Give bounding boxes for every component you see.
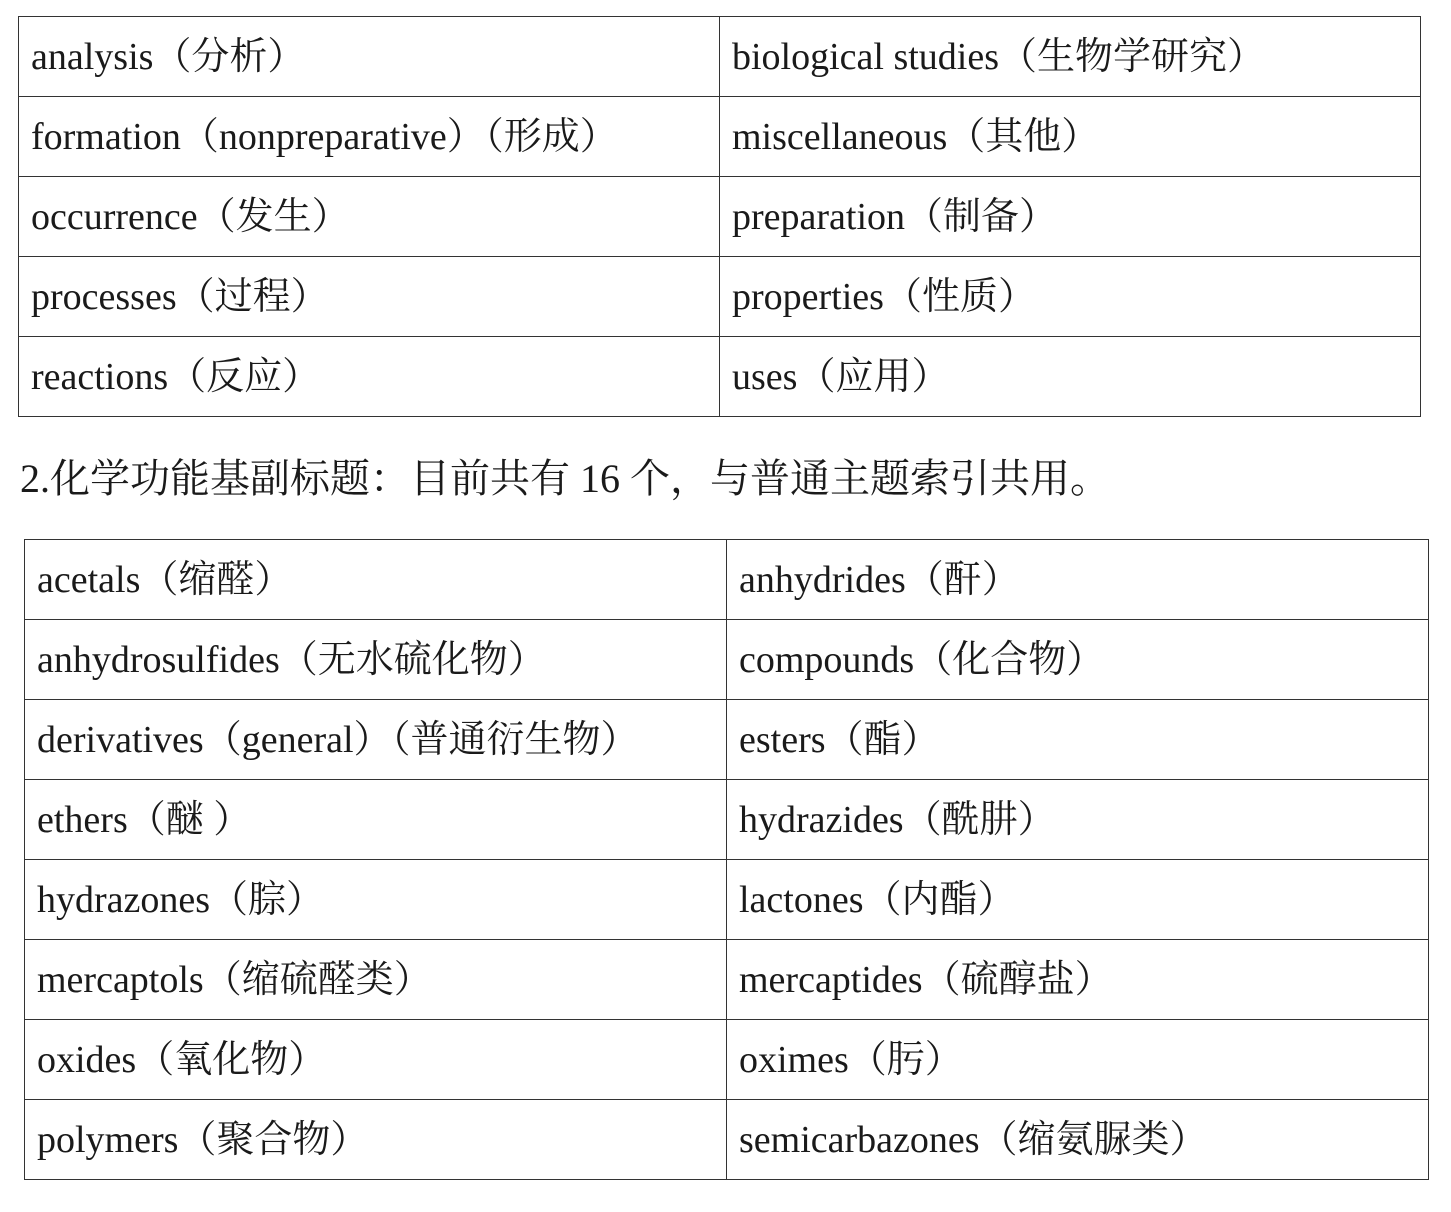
- table-cell: hydrazides（酰肼）: [727, 780, 1429, 860]
- table-row: [25, 700, 1429, 780]
- table-row: [19, 337, 1421, 417]
- table-cell: compounds（化合物）: [727, 620, 1429, 700]
- table-row: [25, 1020, 1429, 1100]
- table-row: [19, 177, 1421, 257]
- table-cell: preparation（制备）: [720, 177, 1421, 257]
- table-cell: occurrence（发生）: [19, 177, 720, 257]
- subheading-table-functional-groups: [24, 539, 1429, 1180]
- table-cell: lactones（内酯）: [727, 860, 1429, 940]
- table-cell: acetals（缩醛）: [25, 540, 727, 620]
- table-cell: properties（性质）: [720, 257, 1421, 337]
- table-cell: uses（应用）: [720, 337, 1421, 417]
- table-row: [25, 940, 1429, 1020]
- table-cell: anhydrosulfides（无水硫化物）: [25, 620, 727, 700]
- section-heading: 2.化学功能基副标题：目前共有 16 个，与普通主题索引共用。: [20, 456, 1110, 501]
- table-row: [25, 860, 1429, 940]
- table-row: [25, 1100, 1429, 1180]
- table-cell: derivatives（general）（普通衍生物）: [25, 700, 727, 780]
- table-cell: anhydrides（酐）: [727, 540, 1429, 620]
- table-cell: polymers（聚合物）: [25, 1100, 727, 1180]
- table-cell: formation（nonpreparative）（形成）: [19, 97, 720, 177]
- table-cell: analysis（分析）: [19, 17, 720, 97]
- table-cell: semicarbazones（缩氨脲类）: [727, 1100, 1429, 1180]
- table-cell: oxides（氧化物）: [25, 1020, 727, 1100]
- table-cell: biological studies（生物学研究）: [720, 17, 1421, 97]
- table-row: [25, 620, 1429, 700]
- table-cell: processes（过程）: [19, 257, 720, 337]
- table-row: [19, 257, 1421, 337]
- table-cell: reactions（反应）: [19, 337, 720, 417]
- table-cell: miscellaneous（其他）: [720, 97, 1421, 177]
- table-row: [19, 17, 1421, 97]
- table-cell: esters（酯）: [727, 700, 1429, 780]
- table-cell: oximes（肟）: [727, 1020, 1429, 1100]
- table-row: [25, 780, 1429, 860]
- table-row: [19, 97, 1421, 177]
- table-cell: ethers（醚 ）: [25, 780, 727, 860]
- table-cell: mercaptides（硫醇盐）: [727, 940, 1429, 1020]
- subheading-table-general: [18, 16, 1421, 417]
- table-cell: mercaptols（缩硫醛类）: [25, 940, 727, 1020]
- table-cell: hydrazones（腙）: [25, 860, 727, 940]
- table-row: [25, 540, 1429, 620]
